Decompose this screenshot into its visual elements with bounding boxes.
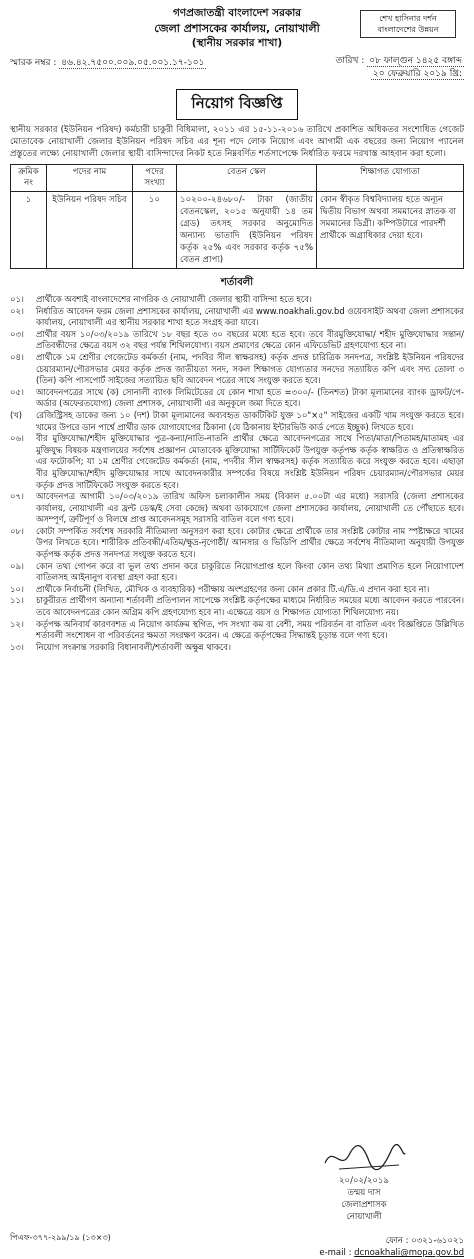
col-post: পদের নাম: [47, 165, 133, 192]
header-line-1: গণপ্রজাতন্ত্রী বাংলাদেশ সরকার: [172, 7, 302, 19]
letterhead: [10, 0, 464, 51]
condition-item: [10, 642, 464, 654]
signature-date: ২০/০২/২০১৯: [339, 1176, 389, 1186]
condition-item: [10, 433, 464, 491]
conditions-title: শর্তাবলী: [220, 277, 254, 288]
col-count: পদের সংখ্যা: [133, 165, 177, 192]
phone-line: [319, 1235, 464, 1247]
reference-row: [10, 55, 464, 81]
signature-scribble-icon: [319, 1141, 409, 1175]
condition-number: ০১।: [10, 294, 24, 304]
condition-text: রেজিস্ট্রিসহ ডাকের জন্য ১০ (দশ) টাকা মূল্যমানের অব্যবহৃত ডাকটিকিট যুক্ত ১০"×৫" সাইজের একটি খাম সংযুক্ত করতে হবে। খামের উপরে ডান পার্শ্বে প্রার্থীর ডাক যোগাযোগের ঠিকানা (যে ঠিকানায় ইন্টারভিউ কার্ড পেতে ইচ্ছুক) লিখতে হবে।: [36, 409, 464, 432]
condition-item: [10, 329, 464, 352]
header-line-2: জেলা প্রশাসকের কার্যালয়, নোয়াখালী: [154, 22, 320, 35]
condition-item: [10, 387, 464, 410]
notice-title: নিয়োগ বিজ্ঞপ্তি: [176, 89, 298, 120]
memo-number: [10, 55, 206, 81]
memo-label: স্মারক নম্বর :: [10, 58, 57, 68]
table-header-row: [11, 165, 464, 192]
date-gregorian: ২০ ফেব্রুয়ারি ২০১৯ খ্রি:: [372, 69, 462, 79]
slogan-line-2: বাংলাদেশের উন্নয়ন: [377, 25, 439, 34]
condition-text: কোন তথ্য গোপন করে বা ভুল তথ্য প্রদান করে চাকুরিতে নিয়োগপ্রাপ্ত হলে কিংবা কোন তথ্য মিথ্যা প্রমাণিত হলে নিয়োগাদেশ বাতিলসহ আইনানুগ ব্যবস্থা গ্রহণ করা হবে।: [36, 560, 464, 583]
condition-text: আবেদনপত্র আগামী ১০/০৩/২০১৯ তারিখ অফিস চলাকালীন সময় (বিকাল ৫.০০টা এর মধ্যে) সরাসরি (জেলা প্রশাসকের কার্যালয়, নোয়াখালী এর ফ্রন্ট ডেস্ক/ই সেবা কেন্দ্রে) অথবা ডাকযোগে জেলা প্রশাসকের কার্যালয়, নোয়াখালী তে পৌঁছাতে হবে। অসম্পূর্ণ, ত্রুটিপূর্ণ ও বিলম্বে প্রাপ্ত আবেদনসমূহ সরাসরি বাতিল বলে গণ্য হবে।: [36, 491, 464, 525]
condition-text: কর্তৃপক্ষ অনিবার্য কারণবশত এ নিয়োগ কার্যক্রম স্থগিত, পদ সংখ্যা কম বা বেশী, সময় পরিবর্তন বা বাতিল এবং বিজ্ঞপ্তিতে উল্লিখিত শর্তাবলী সংশোধন বা পরিবর্তনের ক্ষমতা সংরক্ষণ করেন। এ ক্ষেত্রে কর্তৃপক্ষের সিদ্ধান্তই চূড়ান্ত বলে গণ্য হবে।: [36, 618, 464, 641]
condition-number: ০৩।: [10, 328, 24, 339]
phone-value: ০৩২১-৬১০২১: [411, 1236, 464, 1246]
condition-text: বীর মুক্তিযোদ্ধা/শহীদ মুক্তিযোদ্ধার পুত্র-কন্যা/নাতি-নাতনি প্রার্থীর ক্ষেত্রে আবেদনপত্রের সাথে পিতা/মাতা/পিতামহ/মাতামহ এর মুক্তিযুদ্ধ বিষয়ক মন্ত্রণালয়ের সর্বশেষ প্রজ্ঞাপন মোতাবেক মুক্তিযোদ্ধা সার্টিফিকেট উপযুক্ত কর্তৃপক্ষ কর্তৃক স্বাক্ষরিত ও প্রতিস্বাক্ষরিত এর ফটোকপি; যা ১ম শ্রেণীর গেজেটেড কর্মকর্তা (নাম, পদবীর সীল স্বাক্ষরসহ) কর্তৃক সত্যায়িত করে সংযুক্ত করতে হবে। এছাড়া বীর মুক্তিযোদ্ধা/শহীদ মুক্তিযোদ্ধার সাথে আবেদনকারীর সম্পর্কের বিষয়ে সংশ্লিষ্ট ইউনিয়ন পরিষদ চেয়ারম্যান/পৌরসভার মেয়র কর্তৃক প্রদত্ত সার্টিফিকেট সংযুক্ত করতে হবে।: [36, 433, 464, 490]
condition-item: [10, 595, 464, 618]
email-label: e-mail :: [319, 1248, 352, 1258]
signature-block: [304, 1141, 424, 1223]
condition-item: [10, 619, 464, 642]
date-bengali: ০৮ ফাল্গুন ১৪২৫ বঙ্গাব্দ: [369, 56, 462, 66]
footer: [10, 1141, 464, 1259]
condition-number: ১২।: [10, 618, 24, 629]
condition-item: [10, 584, 464, 596]
condition-item: [10, 352, 464, 387]
cell-count: ১০: [133, 192, 177, 269]
condition-number: ০৫।: [10, 386, 24, 397]
condition-text: নির্ধারিত আবেদন ফরম জেলা প্রশাসকের কার্যালয়, নোয়াখালী এর www.noakhali.gov.bd ওয়েবসাইট অথবা জেলা প্রশাসকের কার্যালয়, নোয়াখালী এর স্থানীয় সরকার শাখা হতে সংগ্রহ করা যাবে।: [36, 305, 464, 328]
slogan-line-1: শেখ হাসিনার দর্শন: [379, 14, 437, 23]
condition-item: [10, 294, 464, 306]
table-row: [11, 192, 464, 269]
cell-post: ইউনিয়ন পরিষদ সচিব: [47, 192, 133, 269]
condition-text: প্রার্থীর বয়স ১০/০৩/২০১৯ তারিখে ১৮ বছর হতে ৩০ বছরের মধ্যে হতে হবে। তবে বীরমুক্তিযোদ্ধা/ শহীদ মুক্তিযোদ্ধার সন্তান/প্রতিবন্ধীদের ক্ষেত্রে বয়স ৩২ বছর পর্যন্ত শিথিলযোগ্য। বয়স প্রমাণের ক্ষেত্রে কোন এফিডেভিট গ্রহণযোগ্য হবে না।: [36, 328, 464, 351]
condition-text: কোটা সম্পর্কিত সর্বশেষ সরকারি নীতিমালা অনুসরণ করা হবে। কোটার ক্ষেত্রে প্রার্থীকে তার সংশ্লিষ্ট কোটার নাম স্পষ্টাক্ষরে খামের উপর লিখতে হবে। শারীরিক প্রতিবন্ধী/এতিম/ক্ষুদ্র-নৃগোষ্ঠী/ আনসার ও ভিডিপি প্রার্থীর ক্ষেত্রে সর্বশেষ নীতিমালা অনুযায়ী উপযুক্ত কর্তৃপক্ষ কর্তৃক প্রদত্ত সনদপত্র সংযুক্ত করতে হবে।: [36, 525, 464, 560]
condition-text: আবেদনপত্রের সাথে (ক) সোনালী ব্যাংক লিমিটেডের যে কোন শাখা হতে =৩০০/- (তিনশত) টাকা মূল্যমানের ব্যাংক ড্রাফট/পে-অর্ডার (অফেরতযোগ্য) জেলা প্রশাসক, নোয়াখালী এর অনুকূলে জমা দিতে হবে।: [36, 386, 464, 409]
signatory-office: নোয়াখালী: [346, 1212, 382, 1222]
condition-number: ০৭।: [10, 491, 24, 502]
date-label: তারিখ :: [335, 56, 365, 66]
condition-text: প্রার্থীকে অবশ্যই বাংলাদেশের নাগরিক ও নোয়াখালী জেলার স্থায়ী বাসিন্দা হতে হবে।: [36, 294, 312, 304]
email-link[interactable]: dcnoakhali@mopa.gov.bd: [354, 1248, 464, 1258]
signatory-designation: জেলাপ্রশাসক: [341, 1200, 387, 1210]
post-table: [10, 164, 464, 269]
conditions-list: [10, 294, 464, 653]
slogan-box: [360, 10, 456, 38]
phone-label: ফোন :: [385, 1236, 409, 1246]
col-scale: বেতন স্কেল: [177, 165, 317, 192]
condition-number: ০৯।: [10, 560, 24, 571]
condition-number: ০২।: [10, 305, 24, 316]
signatory-name: তন্ময় দাস: [347, 1188, 381, 1198]
cell-scale: ১০২০০-২৪৬৮০/- টাকা (জাতীয় বেতনস্কেল, ২০১৫ অনুযায়ী ১৪ তম গ্রেড) তৎসহ সরকার অনুমোদিত অন্যান্য ভাতাদি (ইউনিয়ন পরিষদ কর্তৃক ২৫% এবং সরকার কর্তৃক ৭৫% বেতন প্রাপ্য): [177, 192, 317, 269]
condition-item: [10, 306, 464, 329]
condition-number: ০৬।: [10, 433, 24, 444]
condition-number: ১৩।: [10, 641, 24, 652]
condition-text: চাকুরীরত প্রার্থীগণ অন্যান্য শর্তাবলী প্রতিপালন সাপেক্ষে সংশ্লিষ্ট কর্তৃপক্ষের মাধ্যমে নির্ধারিত সময়ের মধ্যে আবেদন করতে পারবেন। তবে আবেদনপত্রের কোন অগ্রিম কপি গ্রহণযোগ্য হবে না। এক্ষেত্রে বয়স ও শিক্ষাগত যোগ্যতা শিথিলযোগ্য নয়।: [36, 595, 464, 618]
email-line: [319, 1247, 464, 1259]
condition-number: ১০।: [10, 583, 24, 594]
condition-number: ১১।: [10, 595, 24, 606]
header-line-3: (স্থানীয় সরকার শাখা): [191, 37, 283, 49]
col-serial: ক্রমিক নং: [11, 165, 47, 192]
memo-value: ৪৬.৪২.৭৫০০.০০৯.০৫.০০১.১৭-১০১: [61, 58, 205, 68]
condition-number: (খ): [10, 409, 23, 420]
condition-item: [10, 491, 464, 526]
date-block: [336, 55, 464, 81]
intro-paragraph: স্থানীয় সরকার (ইউনিয়ন পরিষদ) কর্মচারী চাকুরী বিধিমালা, ২০১১ এর ১৫-১১-২০১৬ তারিখে প্রকাশিত অধিকতর সংশোধিত গেজেট মোতাবেক নোয়াখালী জেলার ইউনিয়ন পরিষদ সচিব এর শূন্য পদে লোক নিয়োগ এবং আগামী এক বছরের জন্য নিয়োগ প্যানেল প্রস্তুতের লক্ষ্যে নোয়াখালী জেলার স্থায়ী বাসিন্দাদের নিকট হতে নিম্নবর্ণিত শর্তসাপেক্ষে নির্ধারিত ফরমে দরখাস্ত আহবান করা হলো।: [10, 125, 464, 159]
condition-number: ০৪।: [10, 351, 24, 362]
col-qualification: শিক্ষাগত যোগ্যতা: [317, 165, 464, 192]
condition-text: প্রার্থীকে ১ম শ্রেণীর গেজেটেড কর্মকর্তা (নাম, পদবির সীল স্বাক্ষরসহ) কর্তৃক প্রদত্ত চারিত্রিক সনদপত্র, সংশ্লিষ্ট ইউনিয়ন পরিষদের চেয়ারম্যান/পৌরসভার মেয়র কর্তৃক প্রদত্ত জাতীয়তা সনদ, সকল শিক্ষাগত যোগ্যতার সনদের সত্যায়িত কপি এবং সদ্য তোলা ৩ (তিন) কপি পাসপোর্ট সাইজের সত্যায়িত ছবি আবেদন পত্রের সাথে সংযুক্ত করতে হবে।: [36, 351, 464, 386]
condition-item: [10, 526, 464, 561]
condition-item: [10, 410, 464, 433]
condition-item: [10, 561, 464, 584]
condition-text: নিয়োগ সংক্রান্ত সরকারি বিধানাবলী/শর্তাবলী অক্ষুন্ন থাকবে।: [36, 641, 231, 652]
condition-text: প্রার্থীকে নির্বাচনী (লিখিত, মৌখিক ও ব্যবহারিক) পরীক্ষায় অংশগ্রহণের জন্য কোন প্রকার টি.এ/ডি.এ প্রদান করা হবে না।: [36, 583, 430, 594]
cell-serial: ১: [11, 192, 47, 269]
contact-block: [319, 1235, 464, 1259]
condition-number: ০৮।: [10, 525, 24, 536]
print-reference: পিএফ-৩৭৭-২৯৯/১৯ (১৩×৩): [10, 1233, 111, 1242]
cell-qualification: কোন স্বীকৃত বিশ্ববিদ্যালয় হতে অন্যূন দ্বিতীয় বিভাগ অথবা সমমানের স্নাতক বা সমমানের ডিগ্রী। কম্পিউটারে পারদর্শী প্রার্থীকে অগ্রাধিকার দেয়া হবে।: [317, 192, 464, 269]
